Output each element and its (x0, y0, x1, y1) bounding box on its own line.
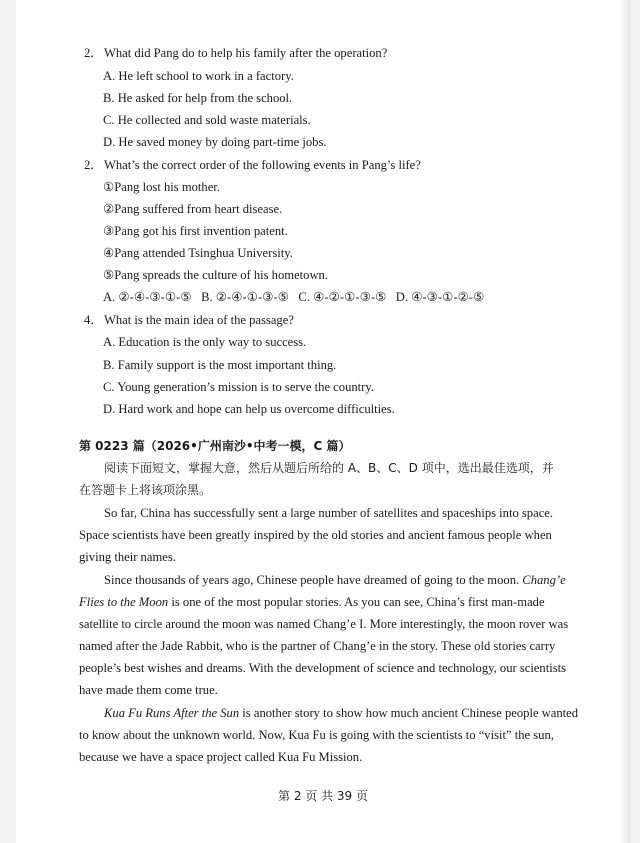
passage-line: giving their names. (79, 550, 176, 564)
passage-line: have made them come true. (79, 683, 218, 697)
question-number: 4． (84, 313, 103, 327)
answer-choices: A. ②-④-③-①-⑤ B. ②-④-①-③-⑤ C. ④-②-①-③-⑤ D. ④-③-①-②-⑤ (103, 290, 485, 304)
passage-line: named after the Jade Rabbit, who is the partner of Chang’e in the story. These old stories carry (79, 639, 556, 653)
question-text: What did Pang do to help his family after the operation? (104, 46, 388, 60)
event-item: ②Pang suffered from heart disease. (103, 202, 283, 216)
passage-line (79, 591, 575, 613)
option-d: D. Hard work and hope can help us overcome difficulties. (103, 402, 395, 416)
passage-line: satellite to circle around the moon was named Chang’e I. More interestingly, the moon rover was (79, 617, 569, 631)
passage-line (79, 702, 579, 724)
passage-line (79, 569, 575, 591)
passage-line: people’s best wishes and dreams. With the development of science and technology, our scientists (79, 661, 567, 675)
passage-line: to know about the unknown world. Now, Kua Fu is going with the scientists to “visit” the sun, (79, 728, 554, 742)
question-number: 2． (84, 46, 103, 60)
passage-line: Space scientists have been greatly inspired by the old stories and ancient famous people when (79, 528, 552, 542)
option-b: B. He asked for help from the school. (103, 91, 293, 105)
question-number: 2． (84, 158, 103, 172)
section-header: 第 0223 篇（2026•广州南沙•中考一模，C 篇） (79, 439, 351, 453)
document-page (16, 0, 630, 843)
page-edge-shadow (620, 0, 630, 843)
story-title: Chang’e (522, 573, 566, 587)
passage-paragraph-1 (79, 502, 575, 568)
option-d: D. He saved money by doing part-time jobs. (103, 135, 327, 149)
passage-paragraph-2 (79, 569, 575, 701)
option-a: A. He left school to work in a factory. (103, 69, 294, 83)
event-item: ⑤Pang spreads the culture of his hometown. (103, 268, 328, 282)
passage-text: Since thousands of years ago, Chinese people have dreamed of going to the moon. (104, 573, 523, 587)
passage-text: is one of the most popular stories. As you can see, China’s first man-made (168, 595, 545, 609)
passage-line: So far, China has successfully sent a large number of satellites and spaceships into space. (104, 506, 554, 520)
passage-line: because we have a space project called Kua Fu Mission. (79, 750, 363, 764)
option-a: A. Education is the only way to success. (103, 335, 307, 349)
question-text: What is the main idea of the passage? (104, 313, 294, 327)
option-c: C. Young generation’s mission is to serve the country. (103, 380, 374, 394)
event-item: ④Pang attended Tsinghua University. (103, 246, 293, 260)
instructions-line: 在答题卡上将该项涂黑。 (79, 483, 212, 497)
option-b: B. Family support is the most important thing. (103, 358, 337, 372)
option-c: C. He collected and sold waste materials. (103, 113, 311, 127)
event-item: ①Pang lost his mother. (103, 180, 220, 194)
passage-paragraph-3 (79, 702, 579, 768)
story-title: Kua Fu Runs After the Sun (104, 706, 240, 720)
story-title: Flies to the Moon (79, 595, 169, 609)
question-text: What’s the correct order of the following events in Pang’s life? (104, 158, 421, 172)
instructions-line: 阅读下面短文，掌握大意，然后从题后所给的 A、B、C、D 项中，选出最佳选项，并 (104, 461, 554, 475)
event-item: ③Pang got his first invention patent. (103, 224, 288, 238)
page-footer: 第 2 页 共 39 页 (278, 789, 368, 803)
page-content (16, 0, 630, 843)
passage-text: is another story to show how much ancient Chinese people wanted (239, 706, 579, 720)
